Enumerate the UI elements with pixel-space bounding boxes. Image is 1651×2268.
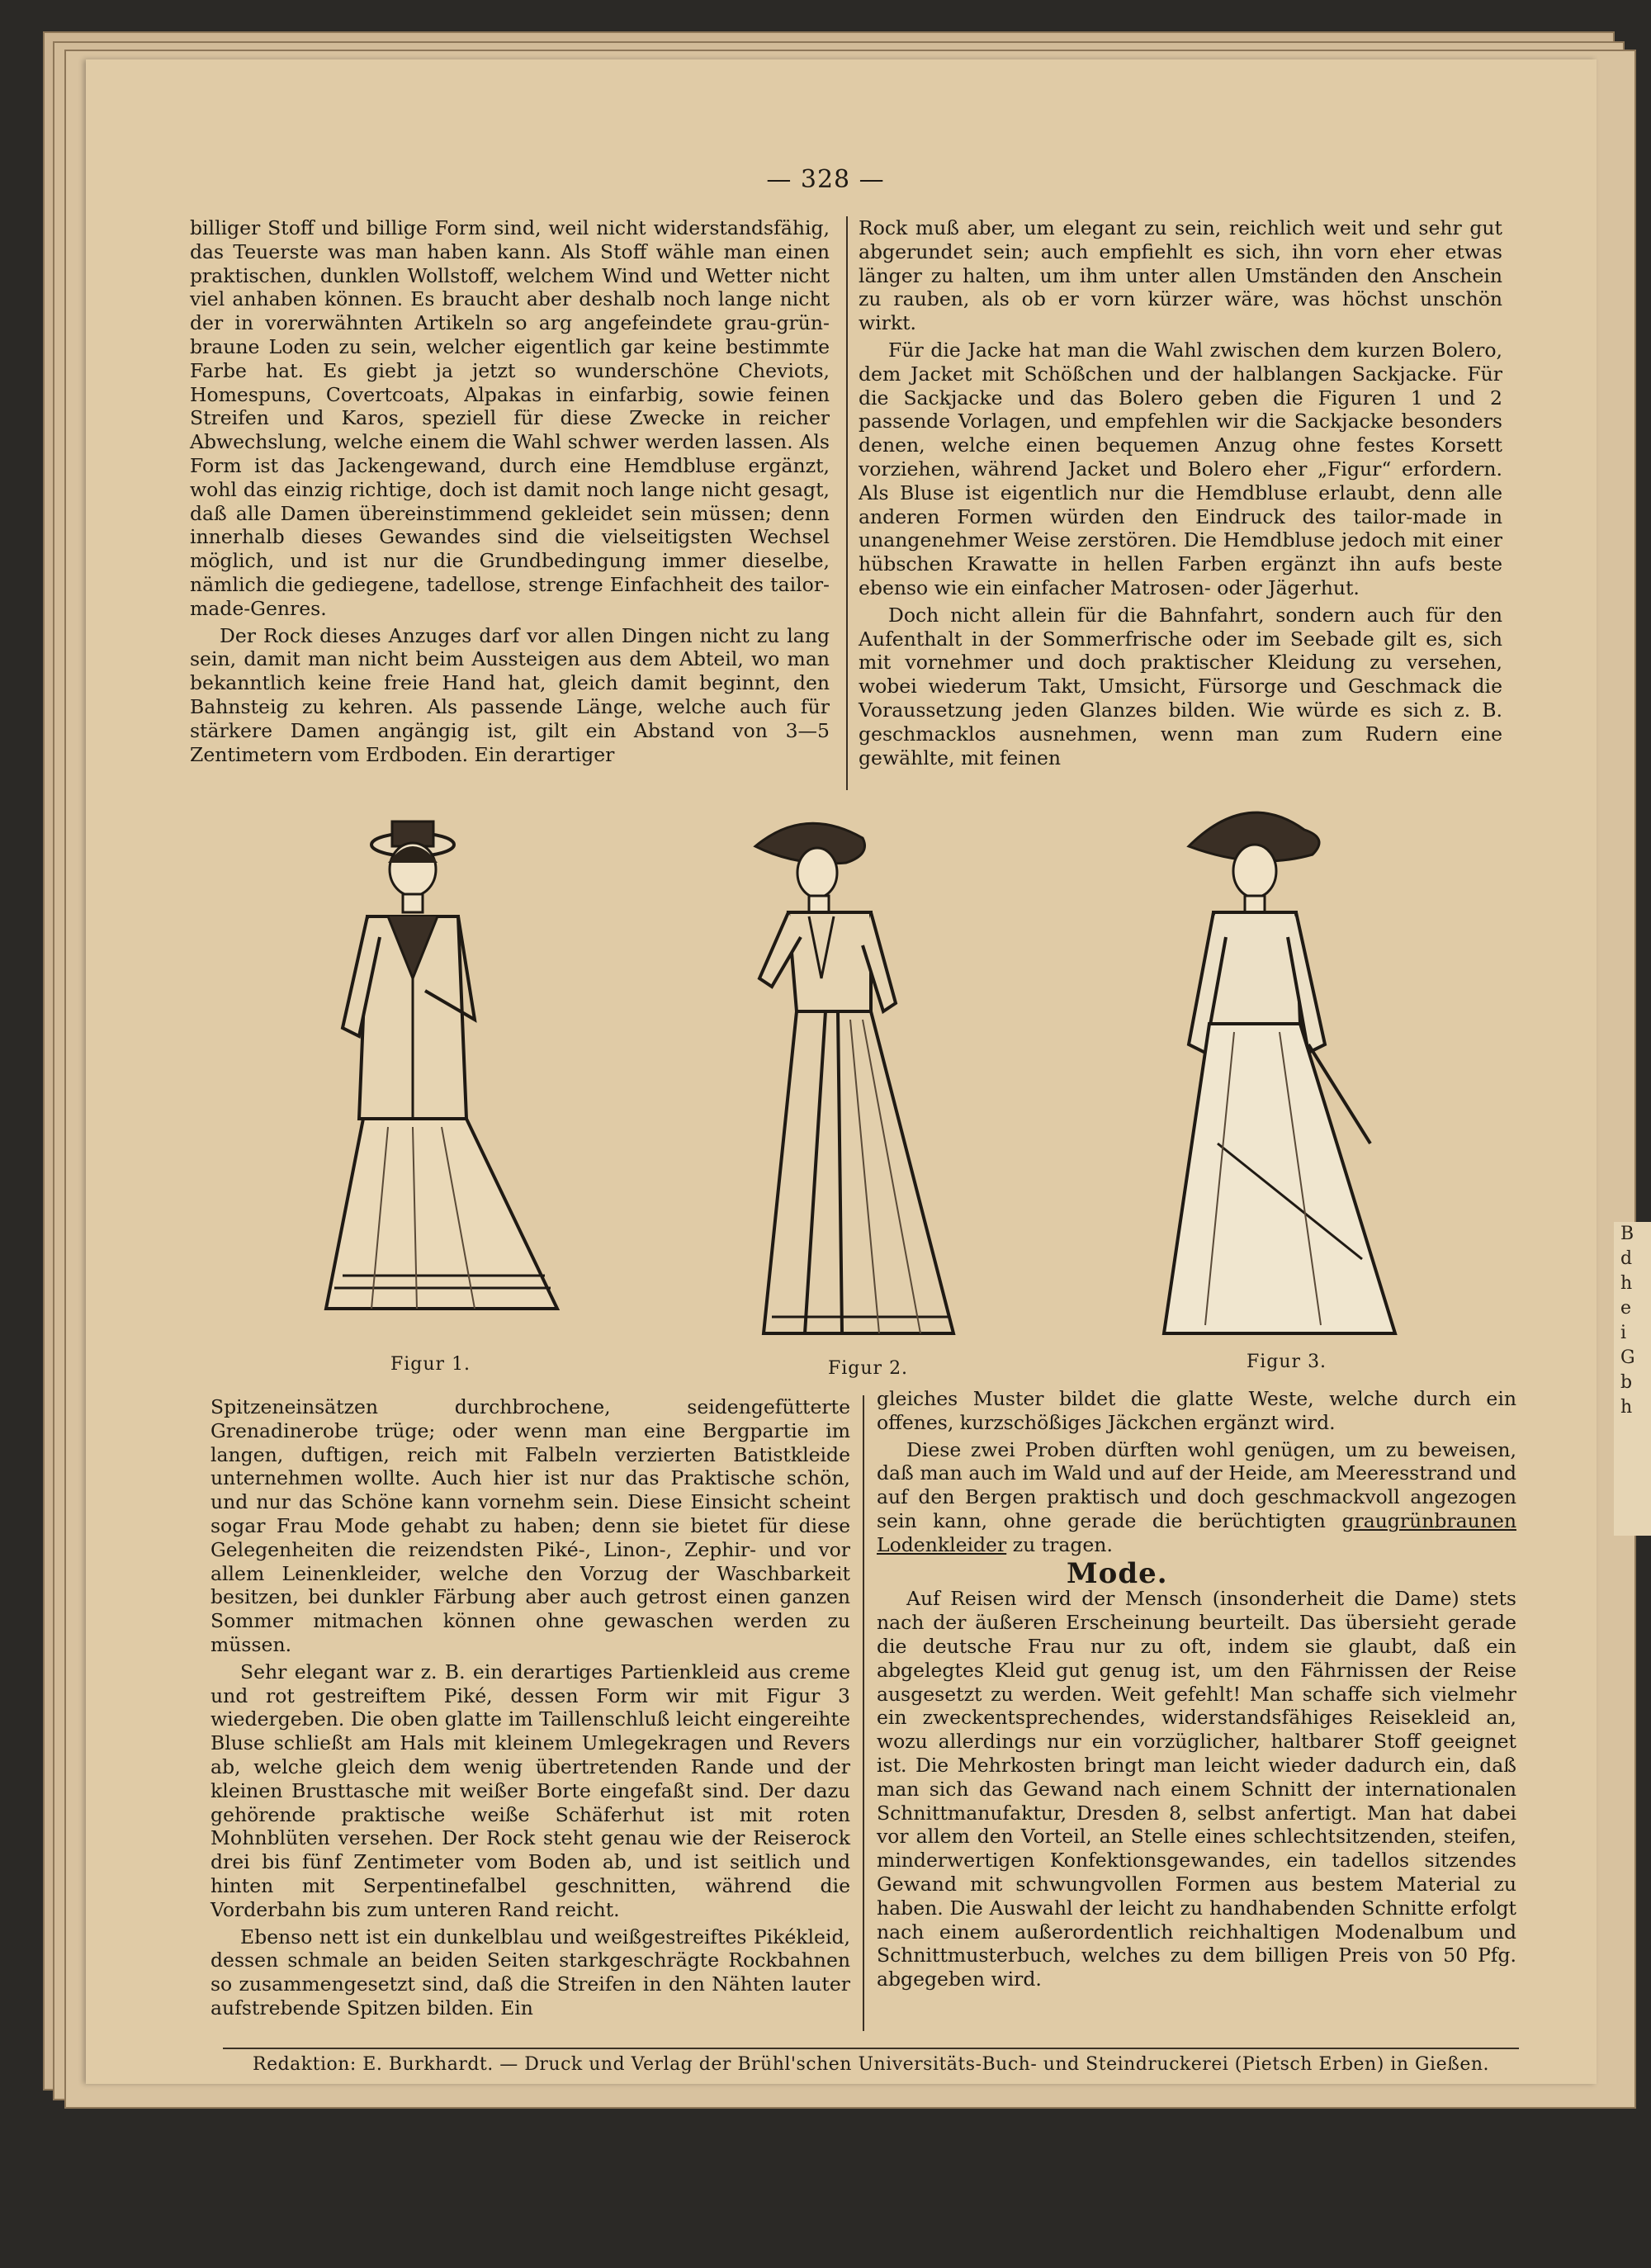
paragraph: Für die Jacke hat man die Wahl zwischen dem kurzen Bolero, dem Jacket mit Schößchen und der halblangen Sackjacke. Für die Sackjacke und das Bolero geben die Figuren 1 und 2 passende Vorlagen, und empfehlen wir die Sackjacke besonders denen, welche einen bequemen Anzug ohne festes Korsett vorziehen, während Jacket und Bolero eher „Figur“ erfordern. Als Bluse ist eigentlich nur die Hemdbluse erlaubt, denn alle anderen Formen würden den Eindruck des tailor-made in unangenehmer Weise zerstören. Die Hemdbluse jedoch mit einer hübschen Krawatte in hellen Farben ergänzt ihn aufs beste ebenso wie ein einfacher Matrosen- oder Jägerhut. [859,338,1502,599]
paragraph: gleiches Muster bildet die glatte Weste, welche durch ein offenes, kurzschößiges Jäckchen ergänzt wird. [877,1387,1516,1434]
page-number: — 328 — [766,165,885,194]
paragraph: Sehr elegant war z. B. ein derartiges Partienkleid aus creme und rot gestreiftem Piké, dessen Form wir mit Figur 3 wiedergeben. Die oben glatte im Taillenschluß leicht eingereihte Bluse schließt am Hals mit kleinem Umlegekragen und Revers ab, welche gleich dem wenig übertretenden Rande und der kleinen Brusttasche mit weißer Borte eingefaßt sind. Der dazu gehörende praktische weiße Schäferhut ist mit roten Mohnblüten versehen. Der Rock steht genau wie der Reiserock drei bis fünf Zentimeter vom Boden ab, und ist seitlich und hinten mit Serpentinefalbel geschnitten, während die Vorderbahn bis zum unteren Rand reicht. [211,1660,850,1921]
figure-1-illustration [310,813,574,1317]
column-right-bottom [877,1387,1516,1995]
column-divider-bottom [863,1395,864,2031]
woman-sack-jacket-illustration [310,813,574,1317]
imprint-line: Redaktion: E. Burkhardt. — Druck und Verlag der Brühl'schen Universitäts-Buch- und Steindruckerei (Pietsch Erben) in Gießen. [253,2054,1489,2075]
paragraph: Der Rock dieses Anzuges darf vor allen Dingen nicht zu lang sein, damit man nicht beim Aussteigen aus dem Abteil, wo man bekanntlich keine freie Hand hat, gleich damit beginnt, den Bahnsteig zu kehren. Als passende Länge, welche auch für stärkere Damen angängig ist, gilt ein Abstand von 3—5 Zentimetern vom Erdboden. Ein derartiger [190,623,830,766]
adjacent-letter: G [1620,1347,1635,1368]
adjacent-letter: i [1620,1323,1627,1343]
column-divider-top [846,216,848,790]
adjacent-letter: h [1620,1397,1633,1418]
footer-rule [223,2048,1519,2049]
figure-1-caption: Figur 1. [390,1354,471,1375]
figure-2-illustration [739,813,986,1342]
paragraph: billiger Stoff und billige Form sind, weil nicht widerstandsfähig, das Teuerste was man haben kann. Als Stoff wähle man einen praktischen, dunklen Wollstoff, welchem Wind und Wetter nicht viel anhaben können. Es braucht aber deshalb noch lange nicht der in vorerwähnten Artikeln so arg angefeindete grau-grün-braune Loden zu sein, welcher eigentlich gar keine bestimmte Farbe hat. Es giebt ja jetzt so wunderschöne Cheviots, Homespuns, Covertcoats, Alpakas in einfarbig, sowie feinen Streifen und Karos, speziell für diese Zwecke in reicher Abwechslung, welche einem die Wahl schwer werden lassen. Als Form ist das Jackengewand, durch eine Hemdbluse ergänzt, wohl das einzig richtige, doch ist damit noch lange nicht gesagt, daß alle Damen übereinstimmend gekleidet sein müssen; denn innerhalb dieses Gewandes sind die vielseitigsten Wechsel möglich, und ist nur die Grundbedingung immer dieselbe, nämlich die gediegene, tadellose, strenge Einfachheit des tailor-made-Genres. [190,216,830,620]
figure-3-caption: Figur 3. [1247,1352,1327,1372]
underlined-phrase: graugrünbraunen Lodenkleider [877,1508,1516,1556]
adjacent-page-strip [1614,1222,1651,1536]
adjacent-letter: e [1620,1298,1632,1319]
woman-bolero-illustration [739,813,986,1342]
text-run: Diese zwei Proben dürften wohl genügen, um zu beweisen, daß man auch im Wald und auf der Heide, am Meeresstrand und auf den Bergen praktisch und doch geschmackvoll angezogen sein kann, ohne gerade die berüchtigten [877,1437,1516,1532]
column-left-bottom [211,1395,850,2024]
woman-pique-dress-illustration [1156,797,1420,1342]
section-heading-mode: Mode. [1067,1556,1168,1590]
paragraph: Auf Reisen wird der Mensch (insonderheit die Dame) stets nach der äußeren Erscheinung beurteilt. Das übersieht gerade die deutsche Frau nur zu oft, indem sie glaubt, daß ein abgelegtes Kleid gut genug ist, um den Fährnissen der Reise ausgesetzt zu werden. Weit gefehlt! Man schaffe sich vielmehr ein zweckentsprechendes, widerstandsfähiges Reisekleid an, wozu allerdings nur ein vorzüglicher, haltbarer Stoff geeignet ist. Die Mehrkosten bringt man leicht wieder dadurch ein, daß man sich das Gewand nach einem Schnitt der internationalen Schnittmanufaktur, Dresden 8, selbst anfertigt. Man hat dabei vor allem den Vorteil, an Stelle eines schlechtsitzenden, steifen, minderwertigen Konfektionsgewandes, ein tadellos sitzendes Gewand mit schwungvollen Formen aus bestem Material zu haben. Die Auswahl der leicht zu handhabenden Schnitte erfolgt nach einem außerordentlich reichhaltigen Modenalbum und Schnittmusterbuch, welches zu dem billigen Preis von 50 Pfg. abgegeben wird. [877,1587,1516,1991]
figure-3-illustration [1156,797,1420,1342]
column-left-top [190,216,830,769]
adjacent-letter: h [1620,1273,1633,1294]
paragraph [877,1438,1516,1557]
adjacent-letter: d [1620,1248,1633,1269]
adjacent-letter: b [1620,1372,1633,1393]
paragraph: Spitzeneinsätzen durchbrochene, seidengefütterte Grenadinerobe trüge; oder wenn man eine Bergpartie im langen, duftigen, reich mit Falbeln verzierten Batistkleide unternehmen wollte. Auch hier ist nur das Praktische schön, und nur das Schöne kann vornehm sein. Diese Einsicht scheint sogar Frau Mode gehabt zu haben; denn sie bietet für diese Gelegenheiten die reizendsten Piké-, Linon-, Zephir- und vor allem Leinenkleider, welche den Vorzug der Waschbarkeit besitzen, bei dunkler Färbung aber auch getrost einen ganzen Sommer mitmachen können ohne gewaschen werden zu müssen. [211,1395,850,1656]
paragraph: Ebenso nett ist ein dunkelblau und weißgestreiftes Pikékleid, dessen schmale an beiden Seiten starkgeschrägte Rockbahnen so zusammengesetzt sind, daß die Streifen in den Nähten lauter aufstrebende Spitzen bilden. Ein [211,1925,850,2019]
column-right-top [859,216,1502,773]
adjacent-letter: B [1620,1224,1634,1244]
paragraph: Doch nicht allein für die Bahnfahrt, sondern auch für den Aufenthalt in der Sommerfrische oder im Seebade gilt es, sich mit vornehmer und doch praktischer Kleidung zu versehen, wobei wiederum Takt, Umsicht, Fürsorge und Geschmack die Voraussetzung jeden Glanzes bilden. Wie würde es sich z. B. geschmacklos ausnehmen, wenn man zum Rudern eine gewählte, mit feinen [859,603,1502,769]
figure-2-caption: Figur 2. [828,1358,909,1379]
text-run: zu tragen. [1012,1532,1113,1556]
paragraph: Rock muß aber, um elegant zu sein, reichlich weit und sehr gut abgerundet sein; auch empfiehlt es sich, ihn vorn eher etwas länger zu halten, um ihm unter allen Umständen den Anschein zu rauben, als ob er vorn kürzer wäre, was höchst unschön wirkt. [859,216,1502,335]
